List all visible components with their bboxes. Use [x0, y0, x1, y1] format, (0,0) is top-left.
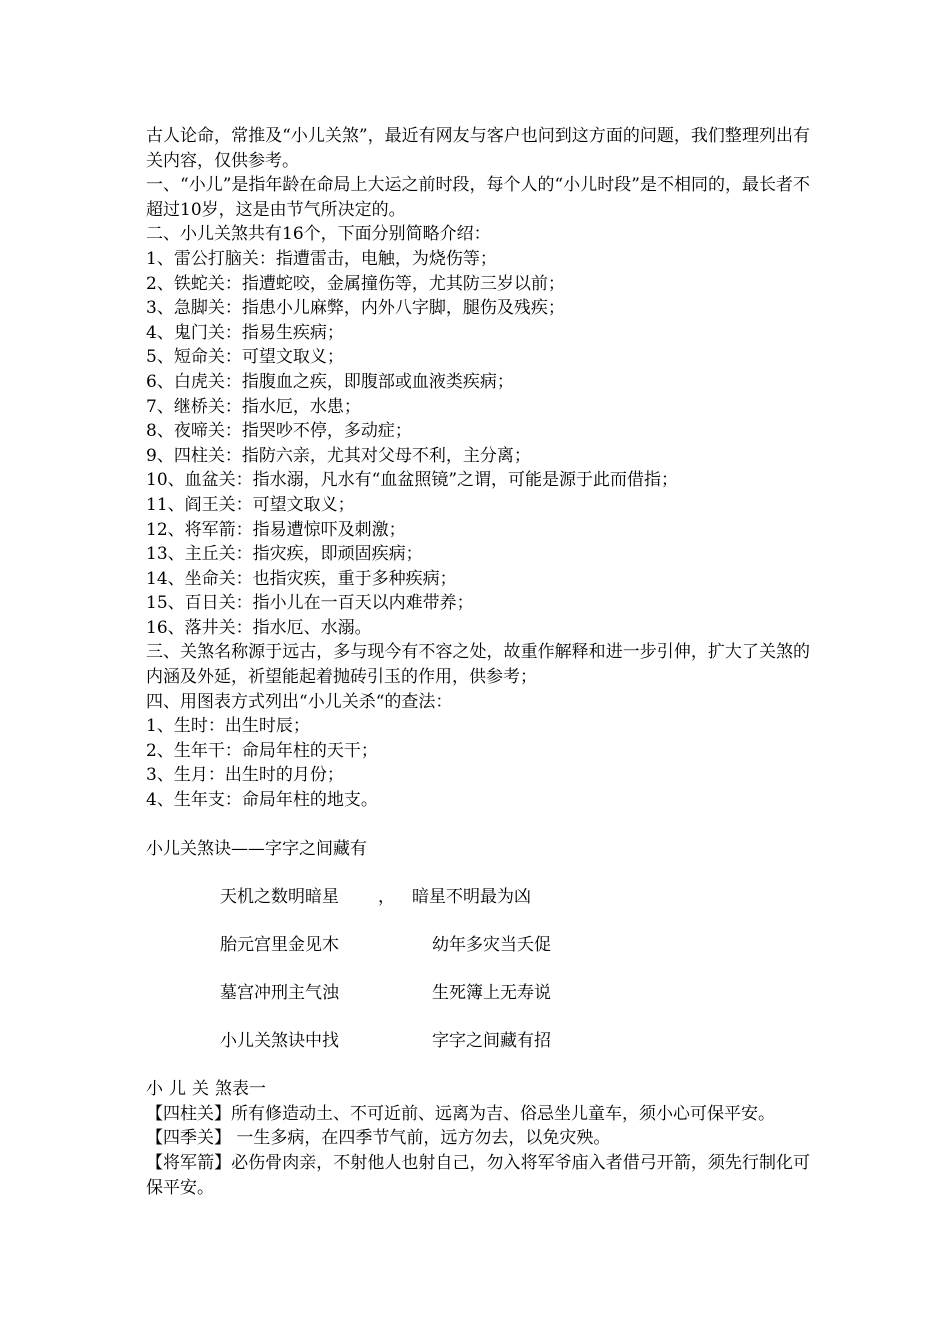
list-item: 14、坐命关：也指灾疾，重于多种疾病；	[146, 568, 457, 589]
list-item: 6、白虎关：指腹血之疾，即腹部或血液类疾病；	[146, 371, 514, 392]
poem-line-right: 幼年多灾当夭促	[432, 935, 551, 956]
blank-line	[146, 813, 810, 837]
poem-block	[220, 885, 810, 1077]
paragraph-section-2: 二、小儿关煞共有16个，下面分别简略介绍：	[146, 224, 491, 245]
poem-line-left: 胎元宫里金见木	[220, 935, 339, 956]
list-item: 12、将军箭：指易遭惊吓及刺激；	[146, 519, 406, 540]
list-item: 11、阎王关：可望文取义；	[146, 494, 355, 515]
list-item: 13、主丘关：指灾疾，即顽固疾病；	[146, 544, 423, 565]
document-body	[146, 124, 810, 1200]
list-item: 3、急脚关：指患小儿麻弊，内外八字脚，腿伤及残疾；	[146, 298, 565, 319]
table-title-spaced: 小儿关	[146, 1079, 215, 1100]
poem-line	[220, 981, 810, 1029]
poem-line-right: 字字之间藏有招	[432, 1031, 551, 1052]
poem-line-left: 天机之数明暗星	[220, 887, 339, 908]
list-item: 2、铁蛇关：指遭蛇咬，金属撞伤等，尤其防三岁以前；	[146, 273, 565, 294]
poem-line	[220, 1029, 810, 1077]
list-item: 5、短命关：可望文取义；	[146, 347, 344, 368]
paragraph-section-1: 一、“小儿”是指年龄在命局上大运之前时段，每个人的“小儿时段”是不相同的，最长者不超过10岁，这是由节气所决定的。	[146, 175, 810, 220]
list-item: 1、生时：出生时辰；	[146, 716, 310, 737]
poem-line	[220, 885, 810, 933]
table-section-title	[146, 1077, 810, 1102]
table-entry: 【四季关】 一生多病，在四季节气前，远方勿去，以免灾殃。	[146, 1128, 611, 1149]
table-entry: 【四柱关】所有修造动土、不可近前、远离为吉、俗忌坐儿童车，须小心可保平安。	[146, 1103, 775, 1124]
list-item: 16、落井关：指水厄、水溺。	[146, 617, 372, 638]
table-title-tail: 煞表一	[215, 1079, 266, 1100]
list-item: 8、夜啼关：指哭吵不停，多动症；	[146, 421, 412, 442]
poem-line-right: 暗星不明最为凶	[412, 887, 531, 908]
list-item: 4、生年支：命局年柱的地支。	[146, 790, 378, 811]
paragraph-section-4: 四、用图表方式列出“小儿关杀“的查法：	[146, 691, 453, 712]
list-item: 1、雷公打脑关：指遭雷击，电触，为烧伤等；	[146, 248, 497, 269]
list-item: 4、鬼门关：指易生疾病；	[146, 322, 344, 343]
list-item: 2、生年干：命局年柱的天干；	[146, 740, 378, 761]
list-item: 15、百日关：指小儿在一百天以内难带养；	[146, 593, 474, 614]
poem-line	[220, 933, 810, 981]
poem-title: 小儿关煞诀——字字之间藏有	[146, 838, 367, 859]
poem-line-separator: ，	[378, 887, 395, 908]
poem-line-left: 小儿关煞诀中找	[220, 1031, 339, 1052]
list-item: 3、生月：出生时的月份；	[146, 765, 344, 786]
list-item: 7、继桥关：指水厄，水患；	[146, 396, 361, 417]
poem-line-right: 生死簿上无寿说	[432, 983, 551, 1004]
paragraph-intro: 古人论命，常推及“小儿关煞”，最近有网友与客户也问到这方面的问题，我们整理列出有关内容，仅供参考。	[146, 126, 810, 171]
table-entry: 【将军箭】必伤骨肉亲，不射他人也射自己，勿入将军爷庙入者借弓开箭，须先行制化可保平安。	[146, 1153, 810, 1198]
paragraph-section-3: 三、关煞名称源于远古，多与现今有不容之处，故重作解释和进一步引伸，扩大了关煞的内涵及外延，祈望能起着抛砖引玉的作用，供参考；	[146, 642, 810, 688]
list-item: 9、四柱关：指防六亲，尤其对父母不利，主分离；	[146, 445, 531, 466]
list-item: 10、血盆关：指水溺，凡水有“血盆照镜”之谓，可能是源于此而借指；	[146, 470, 679, 491]
poem-line-left: 墓宫冲刑主气浊	[220, 983, 339, 1004]
